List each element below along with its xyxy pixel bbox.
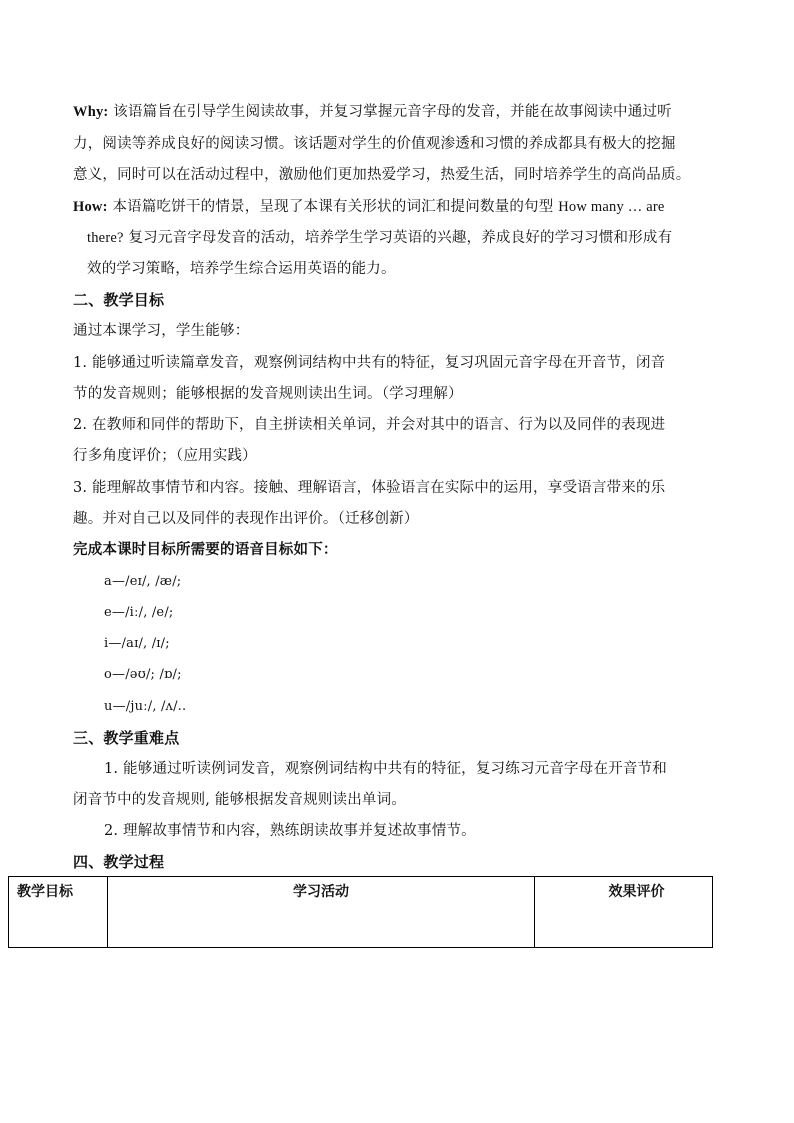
keypoint-1-line-1: 1. 能够通过听读例词发音，观察例词结构中共有的特征，复习练习元音字母在开音节和: [104, 761, 667, 777]
keypoint-1-line-2: 闭音节中的发音规则, 能够根据发音规则读出单词。: [73, 792, 407, 808]
header-objective: 教学目标: [9, 877, 108, 948]
objective-1-line-1: 1. 能够通过听读篇章发音，观察例词结构中共有的特征，复习巩固元音字母在开音节，闭音: [73, 355, 666, 371]
phonics-goal-o: o—/əʊ/; /ɒ/;: [104, 667, 182, 682]
phonics-goal-i: i—/aɪ/, /ɪ/;: [104, 636, 170, 651]
how-sentence-pattern-end: there?: [87, 230, 124, 246]
why-line-1: [73, 102, 672, 122]
phonics-goal-u: u—/juː/, /ʌ/..: [104, 699, 187, 714]
how-label: How:: [73, 199, 108, 215]
why-line-3: 意义，同时可以在活动过程中，激励他们更加热爱学习，热爱生活，同时培养学生的高尚品质。: [73, 167, 691, 183]
phonics-goal-a: a—/eɪ/, /æ/;: [104, 574, 182, 589]
teaching-process-table: [8, 876, 713, 948]
keypoint-2: 2. 理解故事情节和内容，熟练朗读故事并复述故事情节。: [104, 823, 476, 839]
section-3-title: 三、教学重难点: [73, 729, 180, 747]
how-text-2: 复习元音字母发音的活动，培养学生学习英语的兴趣，养成良好的学习习惯和形成有: [128, 230, 673, 246]
how-line-1: [73, 197, 665, 217]
why-line-2: 力，阅读等养成良好的阅读习惯。该话题对学生的价值观渗透和习惯的养成都具有极大的挖掘: [73, 136, 676, 152]
objectives-intro: 通过本课学习，学生能够：: [73, 323, 250, 339]
how-sentence-pattern: How many … are: [558, 199, 665, 215]
header-evaluation: 效果评价: [535, 877, 713, 948]
how-text-1: 本语篇吃饼干的情景，呈现了本课有关形状的词汇和提问数量的句型: [112, 199, 554, 215]
objective-3-line-1: 3. 能理解故事情节和内容。接触、理解语言，体验语言在实际中的运用，享受语言带来的乐: [73, 480, 666, 496]
why-text-1: 该语篇旨在引导学生阅读故事，并复习掌握元音字母的发音，并能在故事阅读中通过听: [113, 104, 672, 120]
objective-1-line-2: 节的发音规则；能够根据的发音规则读出生词。（学习理解）: [73, 386, 463, 402]
why-label: Why:: [73, 104, 109, 120]
how-line-2: [87, 228, 672, 248]
section-4-title: 四、教学过程: [73, 853, 165, 871]
section-2-title: 二、教学目标: [73, 291, 165, 309]
objective-2-line-1: 2. 在教师和同伴的帮助下，自主拼读相关单词，并会对其中的语言、行为以及同伴的表现进: [73, 417, 666, 433]
phonics-goal-e: e—/iː/, /e/;: [104, 605, 174, 620]
how-line-3: 效的学习策略，培养学生综合运用英语的能力。: [87, 261, 396, 277]
objective-2-line-2: 行多角度评价；（应用实践）: [73, 448, 257, 464]
objective-3-line-2: 趣。并对自己以及同伴的表现作出评价。（迁移创新）: [73, 511, 419, 527]
header-activity: 学习活动: [108, 877, 535, 948]
phonics-goals-title: 完成本课时目标所需要的语音目标如下：: [73, 541, 338, 558]
table-header-row: [9, 877, 713, 948]
